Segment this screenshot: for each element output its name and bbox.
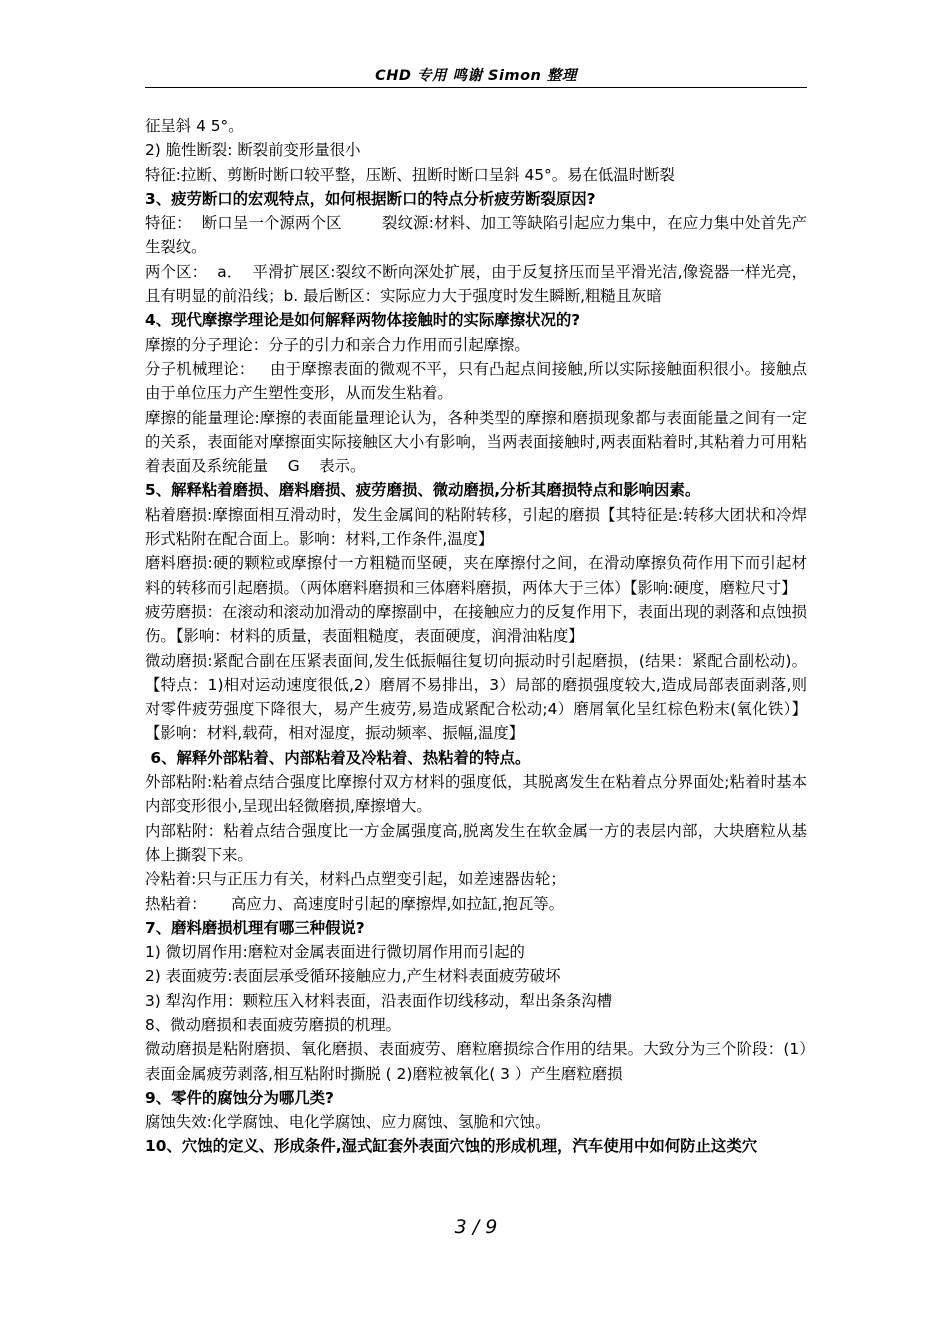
paragraph: 外部粘附:粘着点结合强度比摩擦付双方材料的强度低，其脱离发生在粘着点分界面处;粘着时基本内部变形很小,呈现出轻微磨损,摩擦增大。	[145, 773, 807, 816]
section-heading: 6、解释外部粘着、内部粘着及冷粘着、热粘着的特点。	[145, 748, 531, 767]
paragraph: 特征： 断口呈一个源两个区 裂纹源:材料、加工等缺陷引起应力集中，在应力集中处首先产生裂纹。	[145, 214, 807, 257]
paragraph: 8、微动磨损和表面疲劳磨损的机理。	[145, 1015, 402, 1034]
section-heading: 4、现代摩擦学理论是如何解释两物体接触时的实际摩擦状况的?	[145, 311, 581, 330]
section-heading: 9、零件的腐蚀分为哪几类?	[145, 1088, 334, 1107]
paragraph: 特征:拉断、剪断时断口较平整，压断、扭断时断口呈斜 45°。易在低温时断裂	[145, 165, 675, 184]
paragraph: 内部粘附：粘着点结合强度比一方金属强度高,脱离发生在软金属一方的表层内部，大块磨粒从基体上撕裂下来。	[145, 821, 807, 864]
page-number: 3 / 9	[454, 1216, 498, 1238]
paragraph: 冷粘着:只与正压力有关，材料凸点塑变引起，如差速器齿轮；	[145, 870, 566, 889]
paragraph: 两个区： a． 平滑扩展区:裂纹不断向深处扩展，由于反复挤压而呈平滑光洁,像瓷器一样光亮，且有明显的前沿线；b. 最后断区：实际应力大于强度时发生瞬断,粗糙且灰暗	[145, 262, 807, 306]
paragraph: 1) 微切屑作用:磨粒对金属表面进行微切屑作用而引起的	[145, 943, 525, 962]
section-heading: 3、疲劳断口的宏观特点，如何根据断口的特点分析疲劳断裂原因?	[145, 189, 596, 208]
paragraph: 摩擦的能量理论:摩擦的表面能量理论认为，各种类型的摩擦和磨损现象都与表面能量之间有一定的关系，表面能对摩擦面实际接触区大小有影响，当两表面接触时,两表面粘着时,其粘着力可用粘着表面及系统能量 G 表示。	[145, 408, 807, 476]
section-heading: 7、磨料磨损机理有哪三种假说?	[145, 918, 365, 937]
paragraph: 磨料磨损:硬的颗粒或摩擦付一方粗糙而坚硬，夹在摩擦付之间，在滑动摩擦负荷作用下而引起材料的转移而引起磨损。（两体磨料磨损和三体磨料磨损，两体大于三体）【影响:硬度，磨粒尺寸】	[145, 554, 807, 597]
paragraph: 疲劳磨损：在滚动和滚动加滑动的摩擦副中，在接触应力的反复作用下，表面出现的剥落和点蚀损伤。【影响：材料的质量，表面粗糙度，表面硬度，润滑油粘度】	[145, 602, 807, 646]
document-body	[145, 114, 807, 1159]
paragraph: 征呈斜 4 5°。	[145, 117, 244, 135]
paragraph: 腐蚀失效:化学腐蚀、电化学腐蚀、应力腐蚀、氢脆和穴蚀。	[145, 1113, 551, 1132]
paragraph: 3) 犁沟作用：颗粒压入材料表面，沿表面作切线移动，犁出条条沟槽	[145, 991, 613, 1010]
header-divider	[145, 87, 807, 88]
page-header: CHD 专用 鸣谢 Simon 整理	[375, 68, 577, 84]
paragraph: 微动磨损:紧配合副在压紧表面间,发生低振幅往复切向振动时引起磨损，(结果：紧配合副松动)。【特点：1)相对运动速度很低,2）磨屑不易排出，3）局部的磨损强度较大,造成局部表面剥落,则对零件疲劳强度下降很大，易产生疲劳,易造成紧配合松动;4）磨屑氧化呈红棕色粉末(氧化铁）】【影响：材料,载荷，相对湿度，振动频率、振幅,温度】	[145, 651, 807, 743]
paragraph: 分子机械理论： 由于摩擦表面的微观不平，只有凸起点间接触,所以实际接触面积很小。接触点由于单位压力产生塑性变形，从而发生粘着。	[145, 359, 807, 403]
paragraph: 粘着磨损:摩擦面相互滑动时，发生金属间的粘附转移，引起的磨损【其特征是:转移大团状和冷焊形式粘附在配合面上。影响：材料,工作条件,温度】	[145, 505, 807, 549]
section-heading: 5、解释粘着磨损、磨料磨损、疲劳磨损、微动磨损,分析其磨损特点和影响因素。	[145, 481, 701, 500]
section-heading: 10、穴蚀的定义、形成条件,湿式缸套外表面穴蚀的形成机理，汽车使用中如何防止这类穴	[145, 1137, 758, 1156]
paragraph: 2) 表面疲劳:表面层承受循环接触应力,产生材料表面疲劳破坏	[145, 967, 561, 986]
paragraph: 2) 脆性断裂: 断裂前变形量很小	[145, 141, 361, 160]
paragraph: 微动磨损是粘附磨损、氧化磨损、表面疲劳、磨粒磨损综合作用的结果。大致分为三个阶段：(1）表面金属疲劳剥落,相互粘附时撕脱 ( 2)磨粒被氧化( 3 ）产生磨粒磨损	[145, 1040, 807, 1083]
paragraph: 热粘着： 高应力、高速度时引起的摩擦焊,如拉缸,抱瓦等。	[145, 894, 565, 913]
paragraph: 摩擦的分子理论：分子的引力和亲合力作用而引起摩擦。	[145, 335, 530, 354]
